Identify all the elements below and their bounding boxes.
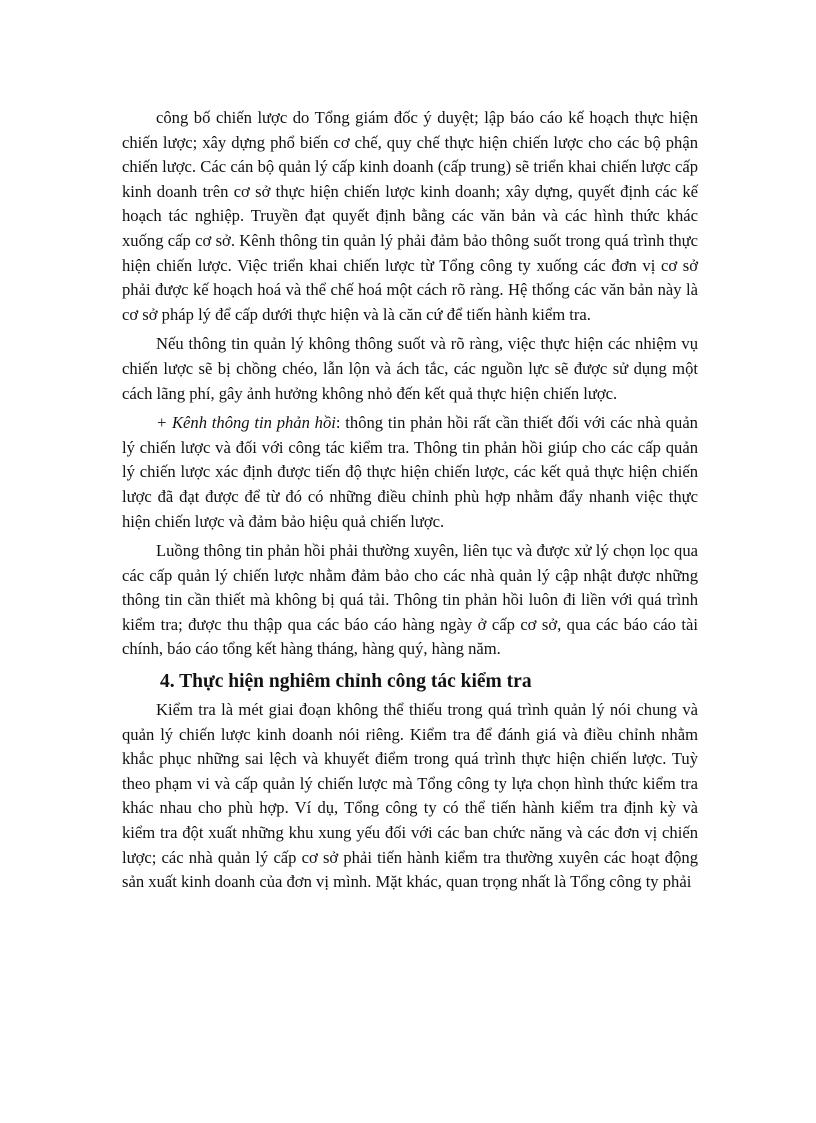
- paragraph-3: [122, 411, 698, 534]
- paragraph-3-body: : thông tin phản hồi rất cần thiết đối với các nhà quản lý chiến lược và đối với công tác kiểm tra. Thông tin phản hồi giúp cho các cấp quản lý chiến lược xác định được tiến độ thực hiện chiến lược, các kết quả thực hiện chiến lược đã đạt được để từ đó có những điều chỉnh phù hợp nhằm đẩy nhanh việc thực hiện chiến lược và đảm bảo hiệu quả chiến lược.: [122, 413, 698, 531]
- paragraph-1: công bố chiến lược do Tổng giám đốc ý duyệt; lập báo cáo kế hoạch thực hiện chiến lược; xây dựng phổ biến cơ chế, quy chế thực hiện chiến lược cho các bộ phận chiến lược. Các cán bộ quản lý cấp kinh doanh (cấp trung) sẽ triển khai chiến lược cấp kinh doanh trên cơ sở thực hiện chiến lược kinh doanh; xây dựng, quyết định các kế hoạch tác nghiệp. Truyền đạt quyết định bằng các văn bản và các hình thức khác xuống cấp cơ sở. Kênh thông tin quản lý phải đảm bảo thông suốt trong quá trình thực hiện chiến lược. Việc triển khai chiến lược từ Tổng công ty xuống các đơn vị cơ sở phải được kế hoạch hoá và thể chế hoá một cách rõ ràng. Hệ thống các văn bản này là cơ sở pháp lý để cấp dưới thực hiện và là căn cứ để tiến hành kiểm tra.: [122, 108, 698, 324]
- document-page: [122, 106, 698, 900]
- paragraph-4: Luồng thông tin phản hồi phải thường xuyên, liên tục và được xử lý chọn lọc qua các cấp quản lý chiến lược nhằm đảm bảo cho các nhà quản lý cập nhật được những thông tin cần thiết mà không bị quá tải. Thông tin phản hồi luôn đi liền với quá trình kiểm tra; được thu thập qua các báo cáo hàng ngày ở cấp cơ sở, qua các báo cáo tài chính, báo cáo tổng kết hàng tháng, hàng quý, hàng năm.: [122, 541, 698, 659]
- section-heading: 4. Thực hiện nghiêm chỉnh công tác kiểm tra: [160, 671, 532, 693]
- paragraph-5: Kiểm tra là mét giai đoạn không thể thiếu trong quá trình quản lý nói chung và quản lý chiến lược kinh doanh nói riêng. Kiểm tra để đánh giá và điều chỉnh nhằm khắc phục những sai lệch và khuyết điểm trong quá trình thực hiện chiến lược. Tuỳ theo phạm vi và cấp quản lý chiến lược mà Tổng công ty lựa chọn hình thức kiểm tra khác nhau cho phù hợp. Ví dụ, Tổng công ty có thể tiến hành kiểm tra định kỳ và kiểm tra đột xuất những khu xung yếu đối với các ban chức năng và các đơn vị chiến lược; các nhà quản lý cấp cơ sở phải tiến hành kiểm tra thường xuyên các hoạt động sản xuất kinh doanh của đơn vị mình. Mặt khác, quan trọng nhất là Tổng công ty phải: [122, 700, 698, 892]
- paragraph-2: Nếu thông tin quản lý không thông suốt và rõ ràng, việc thực hiện các nhiệm vụ chiến lược sẽ bị chồng chéo, lẫn lộn và ách tắc, các nguồn lực sẽ được sử dụng một cách lãng phí, gây ảnh hưởng không nhỏ đến kết quả thực hiện chiến lược.: [122, 334, 698, 403]
- paragraph-3-lead: + Kênh thông tin phản hồi: [156, 413, 336, 433]
